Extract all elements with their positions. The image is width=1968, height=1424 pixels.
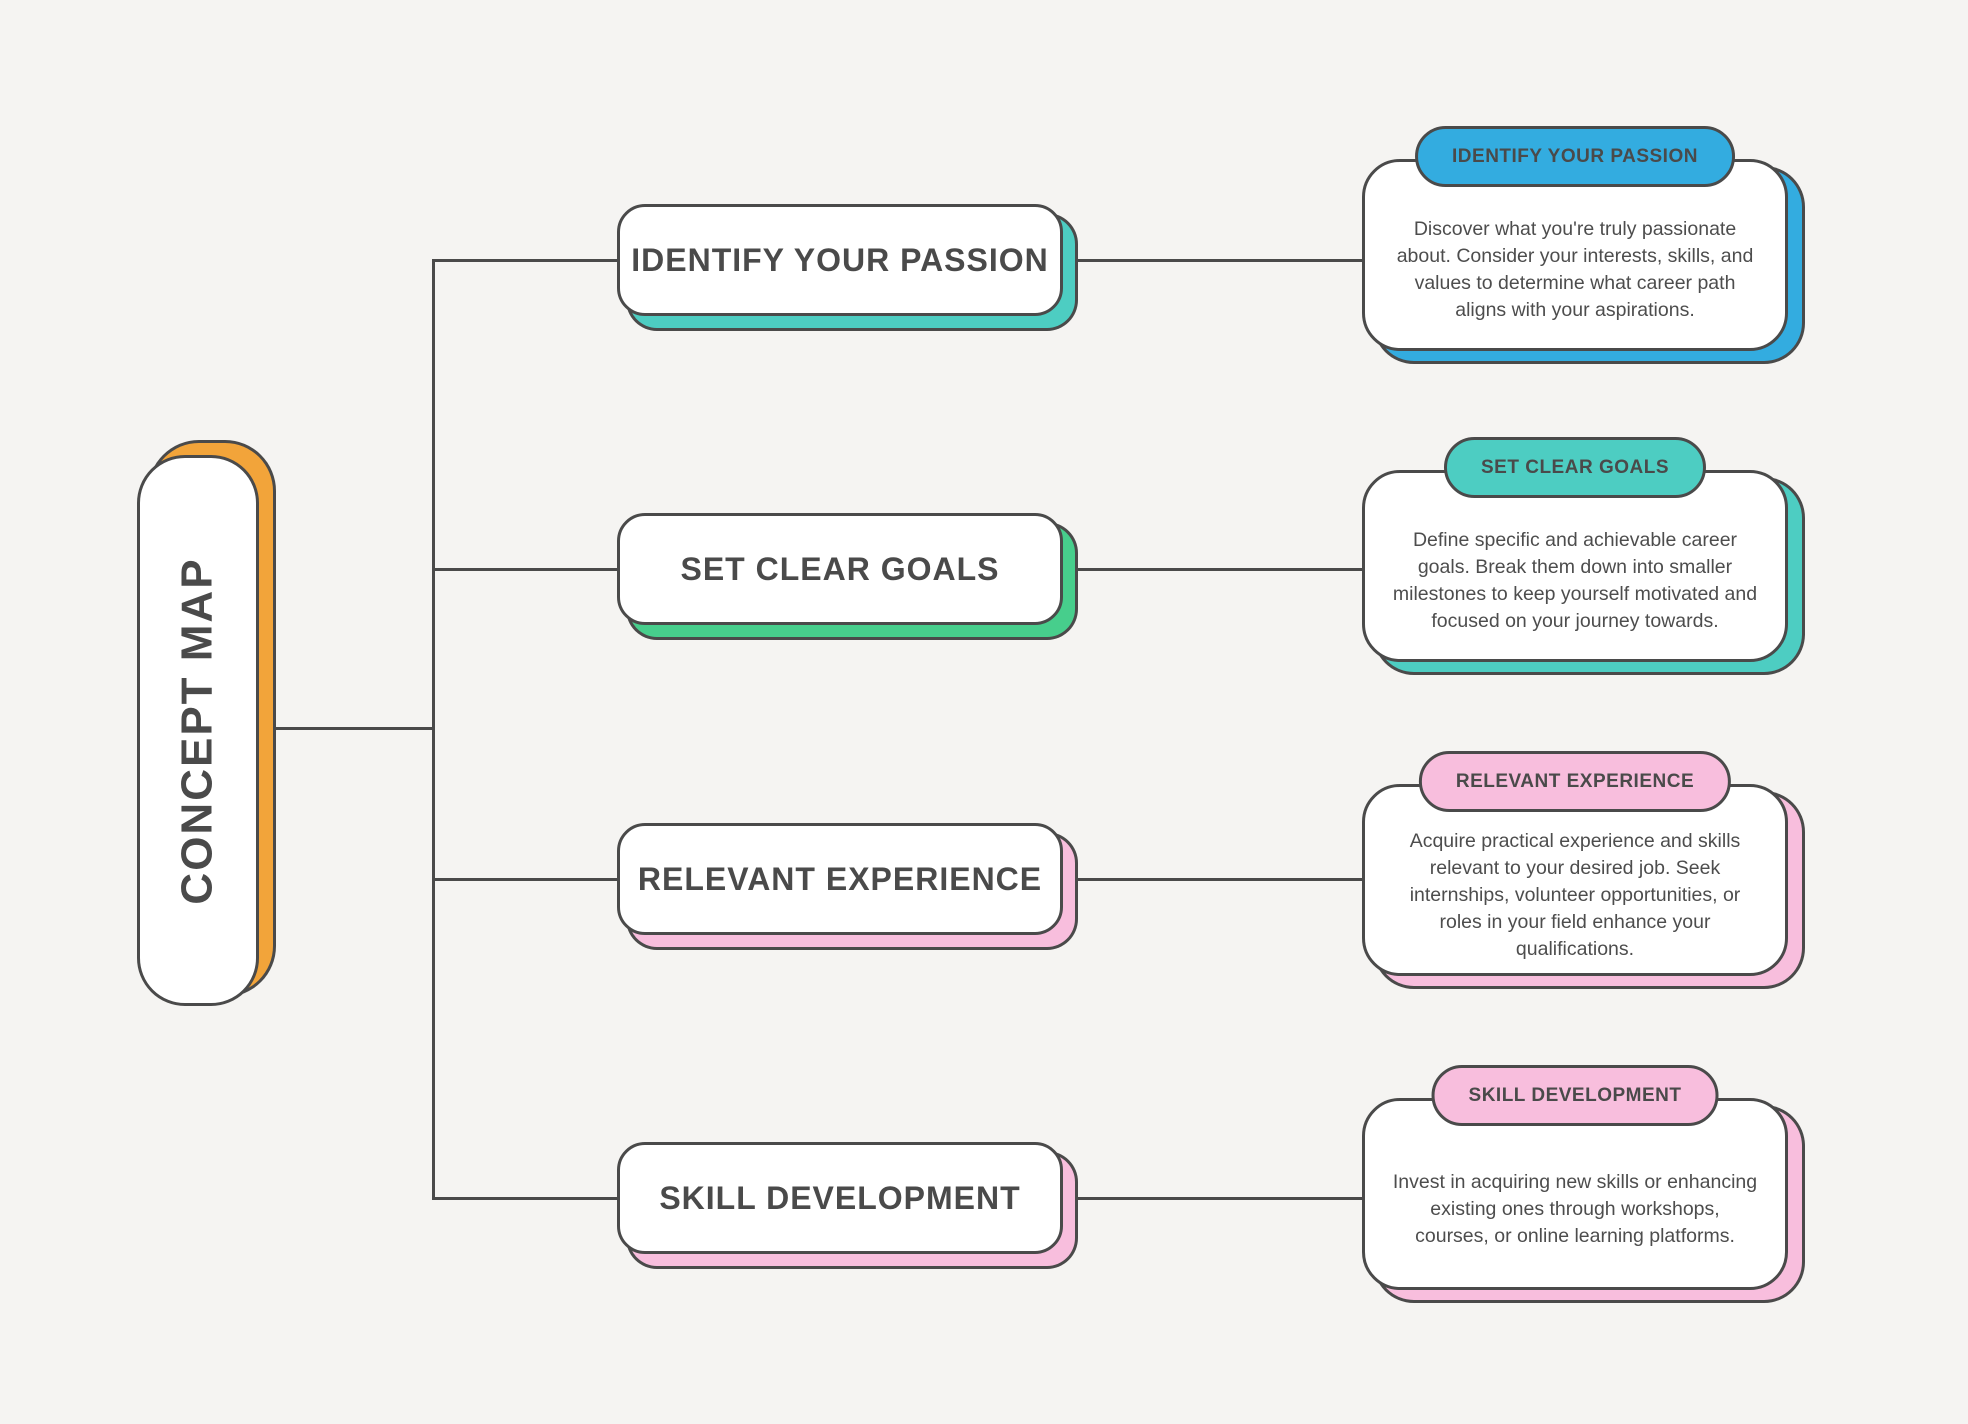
card-title-pill: IDENTIFY YOUR PASSION [1415, 126, 1735, 187]
card-description: Invest in acquiring new skills or enhancing existing ones through workshops, courses, or online learning platforms. [1392, 1170, 1758, 1247]
card-description: Acquire practical experience and skills relevant to your desired job. Seek internships, volunteer opportunities, or roles in your field enhance your qualifications. [1409, 829, 1741, 960]
card-description: Discover what you're truly passionate about. Consider your interests, skills, and values to determine what career path aligns with your aspirations. [1396, 218, 1754, 321]
card-title-pill: SKILL DEVELOPMENT [1432, 1065, 1719, 1126]
root-node-concept-map[interactable] [137, 455, 259, 1006]
connector-node-card-3 [1060, 878, 1365, 881]
node-label: SKILL DEVELOPMENT [659, 1179, 1021, 1216]
connector-node-card-1 [1060, 259, 1365, 262]
connector-branch-3 [432, 878, 620, 881]
connector-branch-1 [432, 259, 620, 262]
root-node-title: CONCEPT MAP [173, 556, 222, 905]
connector-spine [432, 259, 435, 1200]
node-label: IDENTIFY YOUR PASSION [631, 241, 1049, 278]
connector-node-card-4 [1060, 1197, 1365, 1200]
card-relevant-experience[interactable] [1362, 770, 1788, 976]
card-set-clear-goals[interactable] [1362, 456, 1788, 662]
connector-branch-4 [432, 1197, 620, 1200]
node-label: SET CLEAR GOALS [680, 550, 1000, 587]
node-label: RELEVANT EXPERIENCE [637, 860, 1043, 897]
connector-node-card-2 [1060, 568, 1365, 571]
node-identify-your-passion[interactable] [617, 204, 1063, 316]
node-relevant-experience[interactable] [617, 823, 1063, 935]
connector-branch-2 [432, 568, 620, 571]
card-title-pill: SET CLEAR GOALS [1444, 437, 1706, 498]
node-set-clear-goals[interactable] [617, 513, 1063, 625]
connector-trunk [250, 727, 435, 730]
card-identify-your-passion[interactable] [1362, 145, 1788, 351]
card-skill-development[interactable] [1362, 1084, 1788, 1290]
card-description: Define specific and achievable career goals. Break them down into smaller milestones to keep yourself motivated and focused on your journey towards. [1392, 529, 1758, 632]
node-skill-development[interactable] [617, 1142, 1063, 1254]
card-title-pill: RELEVANT EXPERIENCE [1419, 751, 1731, 812]
